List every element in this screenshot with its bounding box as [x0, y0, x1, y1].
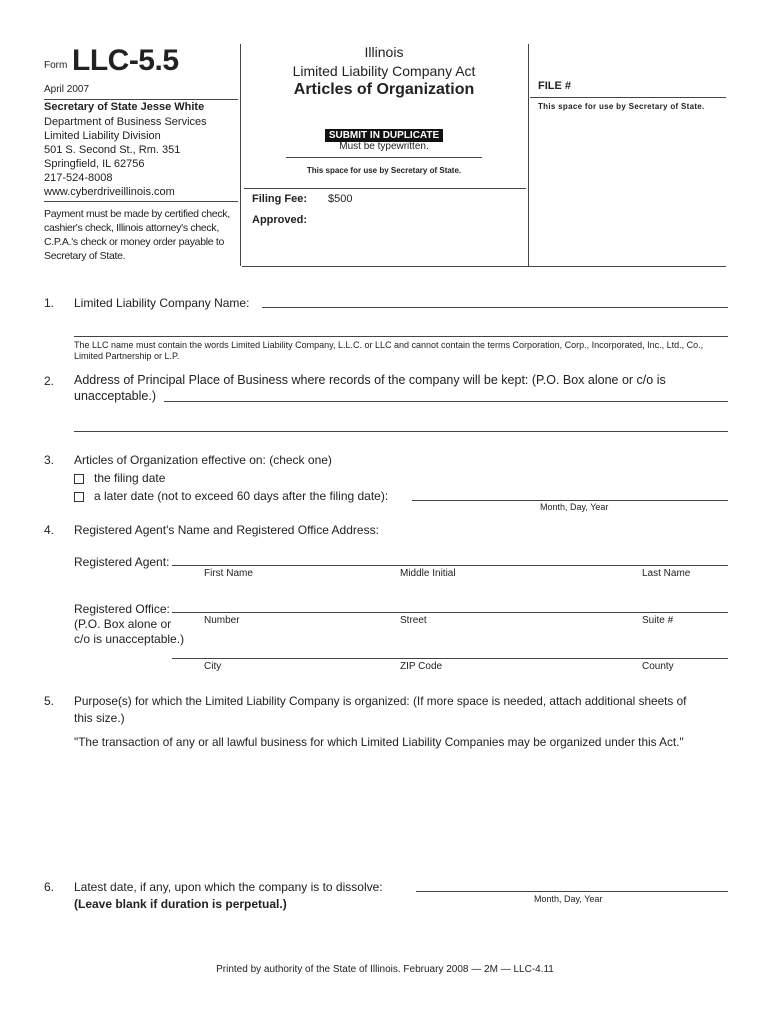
item-6-label: Latest date, if any, upon which the company is to dissolve: [74, 880, 383, 894]
effective-filing-date-option[interactable]: the filing date [74, 471, 165, 485]
checkbox-later-date[interactable] [74, 492, 84, 502]
item-5-label: Purpose(s) for which the Limited Liability Company is organized: (If more space is needed, attach additional sheets of [74, 694, 687, 708]
item-3-label: Articles of Organization effective on: (check one) [74, 453, 332, 467]
dissolve-note: (Leave blank if duration is perpetual.) [74, 897, 287, 911]
office-col-street: Street [400, 615, 427, 626]
secretary-name: Secretary of State Jesse White [44, 101, 205, 113]
registered-agent-label: Registered Agent: [74, 555, 170, 569]
payment-note: Payment must be made by certified check, cashier's check, Illinois attorney's check, C.P.A.'s check or money order payable to Secretary of State. [44, 208, 230, 262]
item-3-number: 3. [44, 453, 55, 467]
llc-name-note: The LLC name must contain the words Limited Liability Company, L.L.C. or LLC and cannot contain the terms Corporation, Corp., Incorporated, Inc., Ltd., Co., Limited Partnership or L.P. [74, 340, 704, 361]
item-1-number: 1. [44, 296, 55, 310]
office-col-county: County [642, 661, 674, 672]
item-2-number: 2. [44, 374, 55, 388]
office-col-suite: Suite # [642, 615, 674, 626]
registered-office-label: Registered Office: [74, 602, 170, 616]
registered-office-field[interactable] [172, 612, 728, 613]
filing-fee-value: $500 [328, 193, 353, 205]
dissolve-date-field[interactable] [416, 891, 728, 892]
form-number: LLC-5.5 [72, 44, 179, 77]
item-2-label: Address of Principal Place of Business where records of the company will be kept: (P.O. Box alone or c/o is [74, 373, 666, 387]
agent-col-middle: Middle Initial [400, 568, 456, 579]
filing-fee-label: Filing Fee: [252, 193, 307, 205]
file-number-label: FILE # [538, 80, 572, 92]
office-col-zip: ZIP Code [400, 661, 443, 672]
submit-badge: SUBMIT IN DUPLICATE [242, 125, 526, 143]
item-5-number: 5. [44, 694, 55, 708]
office-note: (P.O. Box alone or c/o is unacceptable.) [74, 617, 185, 646]
state-name: Illinois [364, 44, 404, 60]
sos-space-note-center: This space for use by Secretary of State. [306, 166, 462, 175]
agent-col-first: First Name [204, 568, 253, 579]
office-city-field[interactable] [172, 658, 728, 659]
item-1-label: Limited Liability Company Name: [74, 296, 250, 310]
office-col-number: Number [204, 615, 240, 626]
item-4-label: Registered Agent's Name and Registered Office Address: [74, 523, 379, 537]
typewritten-note: Must be typewritten. [339, 141, 429, 152]
footer-print-note: Printed by authority of the State of Illinois. February 2008 — 2M — LLC-4.11 [216, 964, 554, 975]
registered-agent-field[interactable] [172, 565, 728, 566]
effective-later-date-option[interactable]: a later date (not to exceed 60 days after the filing date): [74, 489, 388, 503]
checkbox-filing-date[interactable] [74, 474, 84, 484]
llc-name-field-2[interactable] [74, 336, 728, 337]
agency-address: Department of Business Services Limited Liability Division 501 S. Second St., Rm. 351 Springfield, IL 62756 217-524-8008 www.cyberdriveillinois.com [44, 116, 207, 198]
item-5-label-cont: this size.) [74, 711, 125, 725]
dissolve-date-hint: Month, Day, Year [534, 894, 603, 904]
sos-space-note-right: This space for use by Secretary of State. [538, 102, 705, 111]
form-label: Form [44, 60, 68, 71]
page-title: Articles of Organization [293, 81, 475, 98]
later-date-hint: Month, Day, Year [540, 502, 609, 512]
header-divider-left [240, 44, 241, 266]
act-name: Limited Liability Company Act [292, 63, 476, 79]
form-date: April 2007 [44, 84, 90, 95]
office-col-city: City [204, 661, 222, 672]
approved-label: Approved: [252, 214, 307, 226]
llc-name-field[interactable] [262, 307, 728, 308]
item-2-label-cont: unacceptable.) [74, 389, 157, 403]
item-4-number: 4. [44, 523, 55, 537]
later-date-field[interactable] [412, 500, 728, 501]
header-divider-right [528, 44, 529, 266]
principal-address-field[interactable] [164, 401, 728, 402]
agent-col-last: Last Name [642, 568, 691, 579]
purpose-statement: "The transaction of any or all lawful business for which Limited Liability Companies may be organized under this Act." [74, 735, 684, 749]
principal-address-field-2[interactable] [74, 431, 728, 432]
item-6-number: 6. [44, 880, 55, 894]
